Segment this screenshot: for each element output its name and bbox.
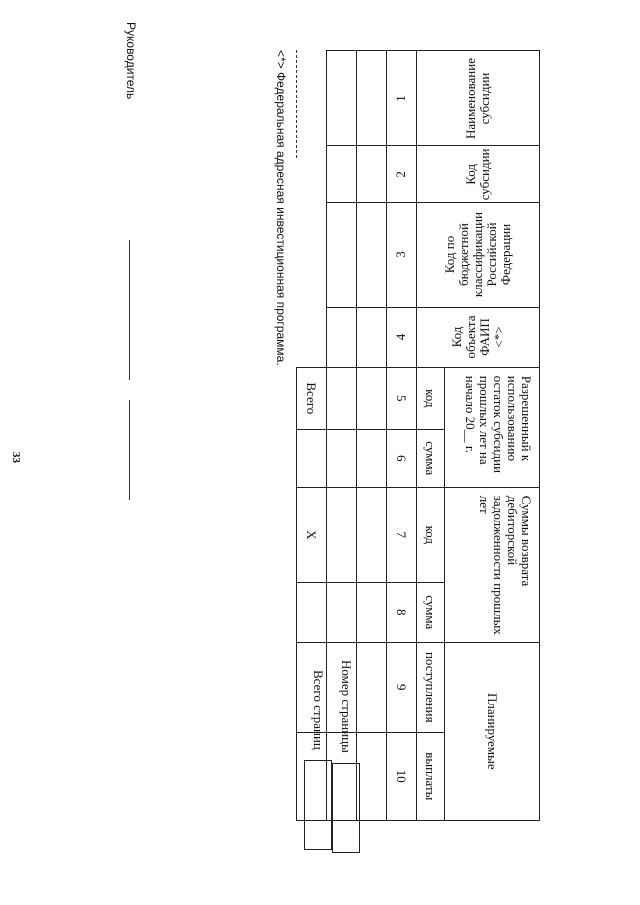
header-subsidy-code: Код субсидии: [417, 146, 540, 203]
table-cell: [327, 307, 357, 367]
footnote-separator: [296, 50, 297, 158]
table-cell: [357, 429, 387, 487]
page-number-label: Номер страницы: [339, 660, 354, 753]
column-number: 5: [387, 367, 417, 429]
page-number: 33: [10, 452, 22, 463]
table-cell: [327, 146, 357, 203]
total-pages-label: Всего страниц: [311, 670, 326, 750]
page-number-row: [332, 660, 360, 853]
table-cell: [357, 367, 387, 429]
signature-label: Руководитель: [124, 22, 138, 100]
empty-cell: [297, 307, 327, 367]
total-pages-field: [304, 760, 332, 850]
table-cell: [357, 146, 387, 203]
table-cell: [327, 51, 357, 146]
page-count-block: [304, 660, 360, 853]
column-number: 9: [387, 642, 417, 732]
table-cell: [357, 582, 387, 642]
header-remaining-balance: Разрешенный к использованию остаток субсидии прошлых лет на начало 20__ г.: [445, 367, 540, 487]
header-subsidy-name: Наименование субсидии: [417, 51, 540, 146]
header-receivables-refund: Суммы возврата дебиторской задолженности прошлых лет: [445, 487, 540, 642]
empty-cell: [297, 51, 327, 146]
column-number: 10: [387, 732, 417, 820]
table-cell: [357, 307, 387, 367]
table-cell: [357, 202, 387, 307]
table-cell: [327, 202, 357, 307]
subheader-sum: сумма: [417, 582, 445, 642]
total-label: Всего: [297, 367, 327, 429]
table-cell: [357, 51, 387, 146]
column-number: 4: [387, 307, 417, 367]
table-cell: [327, 487, 357, 582]
column-number: 7: [387, 487, 417, 582]
column-number: 6: [387, 429, 417, 487]
signature-name-line: [129, 400, 130, 500]
column-number: 8: [387, 582, 417, 642]
page-number-field: [332, 763, 360, 853]
subheader-sum: сумма: [417, 429, 445, 487]
signature-line: [129, 240, 130, 380]
table-cell: [357, 487, 387, 582]
subheader-code: код: [417, 367, 445, 429]
empty-cell: [297, 202, 327, 307]
empty-cell: [297, 146, 327, 203]
column-number: 3: [387, 202, 417, 307]
table-cell: [327, 367, 357, 429]
footnote: <*> Федеральная адресная инвестиционная программа.: [274, 50, 288, 366]
subheader-code: код: [417, 487, 445, 582]
header-budget-code: Код по бюджетной классификации Российской Федерации: [417, 202, 540, 307]
total-x-cell: X: [297, 487, 327, 582]
header-row-1: [445, 51, 540, 821]
subheader-payments: выплаты: [417, 732, 445, 820]
column-number-row: [387, 51, 417, 821]
header-faip-code: Код объекта ФАИП <*>: [417, 307, 540, 367]
column-number: 2: [387, 146, 417, 203]
table-row: [357, 51, 387, 821]
total-sum-cell: [297, 582, 327, 642]
column-number: 1: [387, 51, 417, 146]
total-pages-row: [304, 660, 332, 853]
header-planned: Планируемые: [445, 642, 540, 820]
table-cell: [327, 582, 357, 642]
total-sum-cell: [297, 429, 327, 487]
subheader-income: поступления: [417, 642, 445, 732]
table-cell: [327, 429, 357, 487]
table-cell: [357, 732, 387, 820]
table-cell: [357, 642, 387, 732]
